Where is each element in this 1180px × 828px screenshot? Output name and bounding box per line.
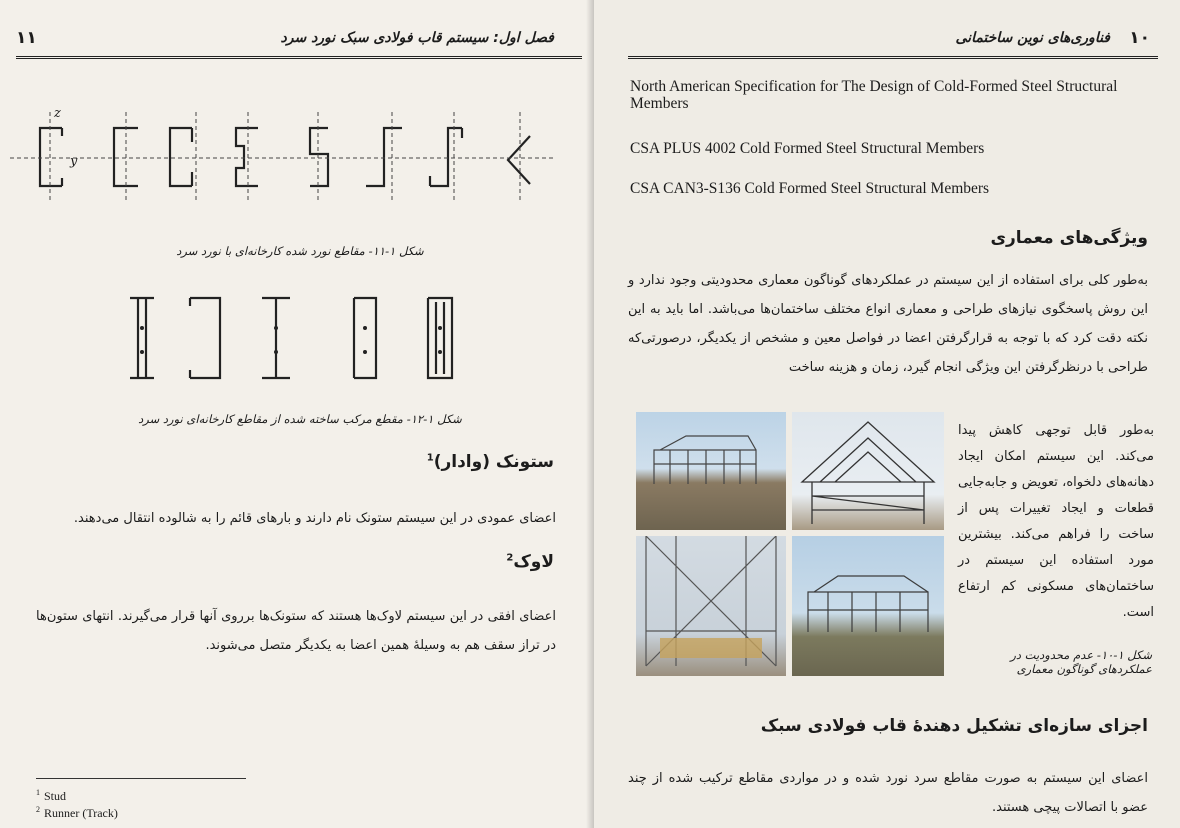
reference-3: CSA CAN3-S136 Cold Formed Steel Structural Members	[630, 180, 990, 197]
cold-formed-sections-drawing	[10, 106, 570, 206]
architecture-heading: ویژگی‌های معماری	[990, 228, 1148, 248]
stud-heading	[427, 452, 554, 472]
track-footnote-mark: 2	[506, 552, 514, 564]
right-running-head: فناوری‌های نوین ساختمانی	[955, 30, 1110, 46]
footnote-1: $^1$ Stud	[36, 788, 67, 803]
stud-body: اعضای عمودی در این سیستم ستونک نام دارند و بارهای قائم را به شالوده انتقال می‌دهند.	[73, 511, 556, 526]
reference-1: North American Specification for The Design of Cold-Formed Steel Structural Members	[630, 78, 1118, 112]
frame-house-sketch	[636, 412, 786, 530]
footnote-2: $^2$ Runner (Track)	[36, 805, 118, 820]
components-heading: اجزای سازه‌ای تشکیل دهندهٔ قاب فولادی سبک	[760, 716, 1148, 736]
architecture-body: به‌طور کلی برای استفاده از این سیستم در عملکردهای گوناگون معماری محدودیتی وجود ندارد و این روش پاسخگوی نیازهای طراحی و معماری انواع مختلف ساختمان‌ها می‌باشد. اما باید به این نکته دقت کرد که با توجه به قرارگرفتن اعضا در فواصل معین و مشخص از یکدیگر، درصورتی‌که طراحی با درنظرگرفتن این ویژگی انجام گیرد، زمان و هزینه ساخت	[628, 273, 1148, 375]
reference-2: CSA PLUS 4002 Cold Formed Steel Structural Members	[630, 140, 985, 157]
track-heading-text: لاوک	[513, 552, 554, 572]
built-up-sections-drawing	[110, 288, 490, 388]
figure-1-12-caption: شکل ۱-۱۲- مقطع مرکب ساخته شده از مقاطع کارخانه‌ای نورد سرد	[138, 412, 462, 426]
axis-label-z: z	[54, 106, 61, 121]
components-body: اعضای این سیستم به صورت مقاطع سرد نورد شده و در مواردی مقاطع ترکیب شده از چند عضو با اتصالات پیچی هستند.	[628, 771, 1148, 815]
left-page-number: ۱۱	[16, 28, 37, 48]
figure-1-10	[636, 412, 944, 676]
figure-1-11-caption: شکل ۱-۱۱- مقاطع نورد شده کارخانه‌ای با نورد سرد	[176, 244, 424, 258]
photo-roof-truss	[792, 412, 944, 530]
photo-frame-house	[636, 412, 786, 530]
roof-truss-sketch	[792, 412, 944, 530]
photo-steel-interior	[636, 536, 786, 676]
axis-label-y: y	[70, 154, 78, 169]
house-construction-sketch	[792, 536, 944, 676]
figure-1-12	[110, 288, 490, 388]
figure-1-10-caption: شکل ۱-۱۰- عدم محدودیت در عملکردهای گوناگون معماری	[1010, 648, 1152, 676]
header-rule	[16, 56, 582, 59]
photo-house-construction	[792, 536, 944, 676]
right-page-number: ۱۰	[1129, 28, 1150, 48]
right-page	[594, 0, 1180, 828]
stud-footnote-mark: 1	[426, 452, 434, 464]
stud-heading-text: ستونک (وادار)	[433, 452, 554, 472]
figure-1-11	[10, 106, 570, 206]
track-heading	[506, 552, 554, 572]
track-body: اعضای افقی در این سیستم لاوک‌ها هستند که ستونک‌ها برروی آنها قرار می‌گیرند. انتهای ستون‌ها در تراز سقف هم به وسیلهٔ همین اعضا به یکدیگر متصل می‌شوند.	[36, 609, 556, 653]
architecture-body-beside-figure: به‌طور قابل توجهی کاهش پیدا می‌کند. این سیستم امکان ایجاد دهانه‌های دلخواه، تعویض و جابه‌جایی قطعات و ایجاد تغییرات پس از ساخت را فراهم می‌کند. بیشترین مورد استفاده این سیستم در ساختمان‌های مسکونی کم ارتفاع است.	[958, 423, 1154, 620]
left-running-head: فصل اول: سیستم قاب فولادی سبک نورد سرد	[280, 30, 554, 46]
steel-interior-sketch	[636, 536, 786, 676]
footnote-rule	[36, 778, 246, 779]
header-rule-right	[628, 56, 1158, 59]
